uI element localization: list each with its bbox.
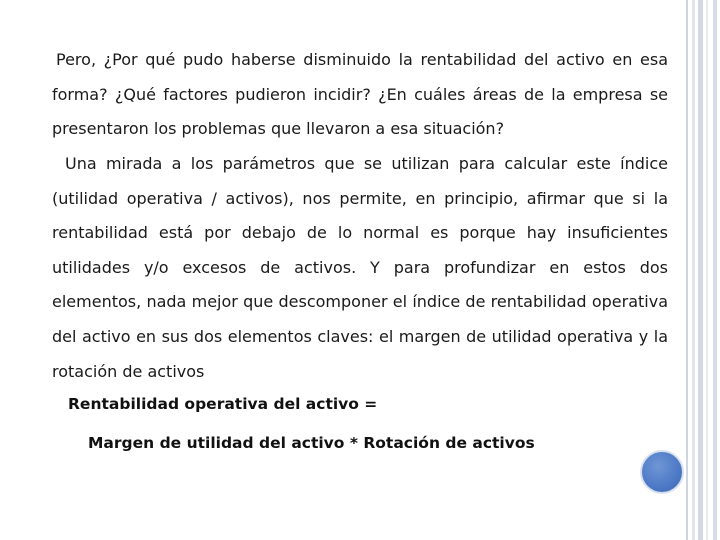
decorative-rail <box>713 0 717 540</box>
decorative-rail <box>706 0 708 540</box>
decorative-circle <box>640 450 684 494</box>
formula-label: Rentabilidad operativa del activo = <box>68 395 378 413</box>
decorative-rail <box>692 0 695 540</box>
formula-expression: Margen de utilidad del activo * Rotación de activos <box>88 434 535 452</box>
paragraph-analysis: Una mirada a los parámetros que se utilizan para calcular este índice (utilidad operativa / activos), nos permite, en principio, afirmar que si la rentabilidad está por debajo de lo normal es porque hay insuficientes utilidades y/o excesos de activos. Y para profundizar en estos dos elementos, nada mejor que descomponer el índice de rentabilidad operativa del activo en sus dos elementos claves: el margen de utilidad operativa y la rotación de activos <box>52 154 668 381</box>
paragraph-questions: Pero, ¿Por qué pudo haberse disminuido la rentabilidad del activo en esa forma? ¿Qué factores pudieron incidir? ¿En cuáles áreas de la empresa se presentaron los problemas que llevaron a esa situación? <box>52 50 668 139</box>
decorative-rail <box>698 0 703 540</box>
decorative-rail <box>686 0 688 540</box>
